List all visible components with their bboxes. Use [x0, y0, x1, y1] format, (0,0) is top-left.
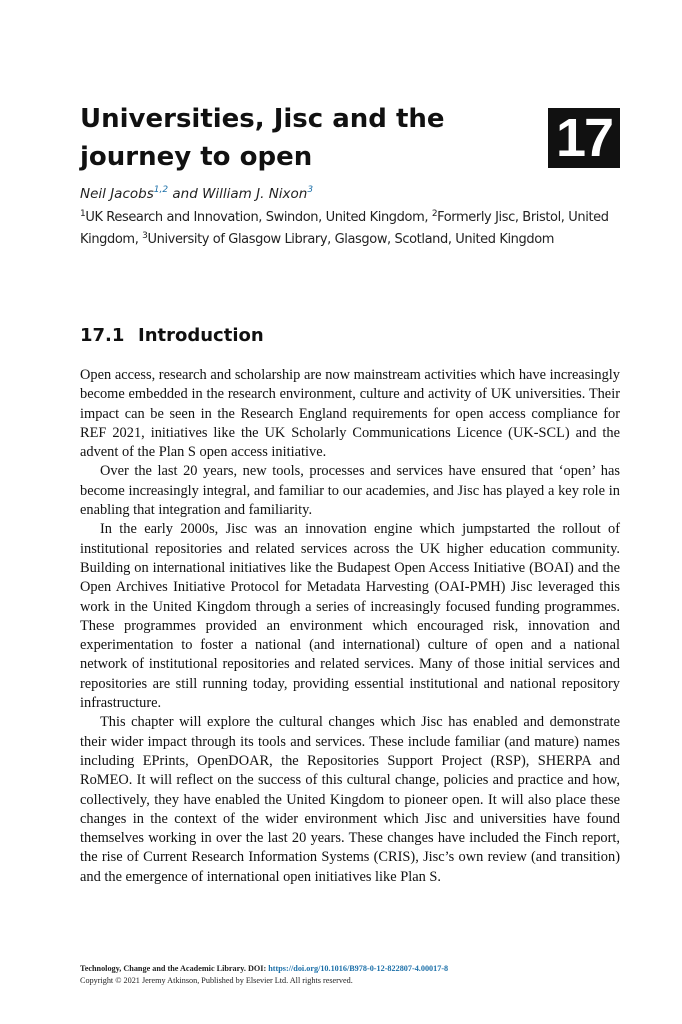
paragraph: Over the last 20 years, new tools, processes and services have ensured that ‘open’ has become increasingly integral, and familiar to our academies, and Jisc has played a key role in enabling that integration and familiarity.: [80, 463, 620, 519]
chapter-title: Universities, Jisc and the journey to open: [80, 104, 445, 172]
paragraph: In the early 2000s, Jisc was an innovation engine which jumpstarted the rollout of institutional repositories and related services across the UK higher education community. Building on international initiatives like the Budapest Open Access Initiative (BOAI) and the Open Archives Initiative Protocol for Metadata Harvesting (OAI-PMH) Jisc leveraged this work in the United Kingdom through a series of increasingly focused funding programmes. These programmes provided an environment which encouraged risk, innovation and experimentation to foster a national (and international) culture of open and a national network of institutional repositories and related services. Many of those initial services and repositories are still running today, providing essential institutional and national repository infrastructure.: [80, 521, 620, 712]
author-line: [80, 184, 313, 204]
doi-link[interactable]: https://doi.org/10.1016/B978-0-12-822807-4.00017-8: [268, 964, 449, 973]
affiliation-marker: 3: [142, 231, 148, 241]
body-text: [80, 366, 620, 887]
section-number: 17.1: [80, 325, 125, 346]
book-citation: Technology, Change and the Academic Library. DOI:: [80, 964, 269, 973]
section-title: Introduction: [138, 325, 264, 346]
citation-line: [80, 963, 625, 975]
paragraph: This chapter will explore the cultural changes which Jisc has enabled and demonstrate their wider impact through its tools and services. These include familiar (and mature) names including EPrints, OpenDOAR, the Repositories Support Project (RSP), SHERPA and RoMEO. It will reflect on the success of this cultural change, policies and practice and how, collectively, they have enabled the United Kingdom to pioneer open. It will also place these changes in the context of the wider environment which Jisc and universities have found themselves working in over the last 20 years. These changes have included the Finch report, the rise of Current Research Information Systems (CRIS), Jisc’s own review (and transition) and the emergence of international open initiatives like Plan S.: [80, 714, 620, 885]
copyright-line: Copyright © 2021 Jeremy Atkinson, Published by Elsevier Ltd. All rights reserved.: [80, 976, 353, 985]
author-affiliation-ref[interactable]: 3: [307, 185, 314, 195]
section-heading: [80, 323, 264, 349]
chapter-number-badge: 17: [548, 108, 620, 168]
affiliation-text: Formerly Jisc, Bristol, United Kingdom,: [80, 210, 609, 247]
affiliation-marker: 1: [80, 209, 86, 219]
paragraph: Open access, research and scholarship are now mainstream activities which have increasingly become embedded in the research environment, culture and activity of UK universities. Their impact can be seen in the Research England requirements for open access compliance for REF 2021, initiatives like the UK Scholarly Communications Licence (UK-SCL) and the advent of the Plan S open access initiative.: [80, 367, 620, 461]
affiliations: [80, 207, 625, 251]
page-footer: [80, 963, 625, 987]
affiliation-marker: 2: [431, 209, 438, 219]
author-affiliation-ref[interactable]: 1,2: [153, 185, 169, 195]
author-connector: and: [168, 186, 203, 202]
author-name: Neil Jacobs: [80, 186, 154, 202]
author-name: William J. Nixon: [202, 186, 308, 202]
affiliation-text: UK Research and Innovation, Swindon, United Kingdom,: [85, 210, 432, 225]
affiliation-text: University of Glasgow Library, Glasgow, Scotland, United Kingdom: [147, 232, 555, 247]
